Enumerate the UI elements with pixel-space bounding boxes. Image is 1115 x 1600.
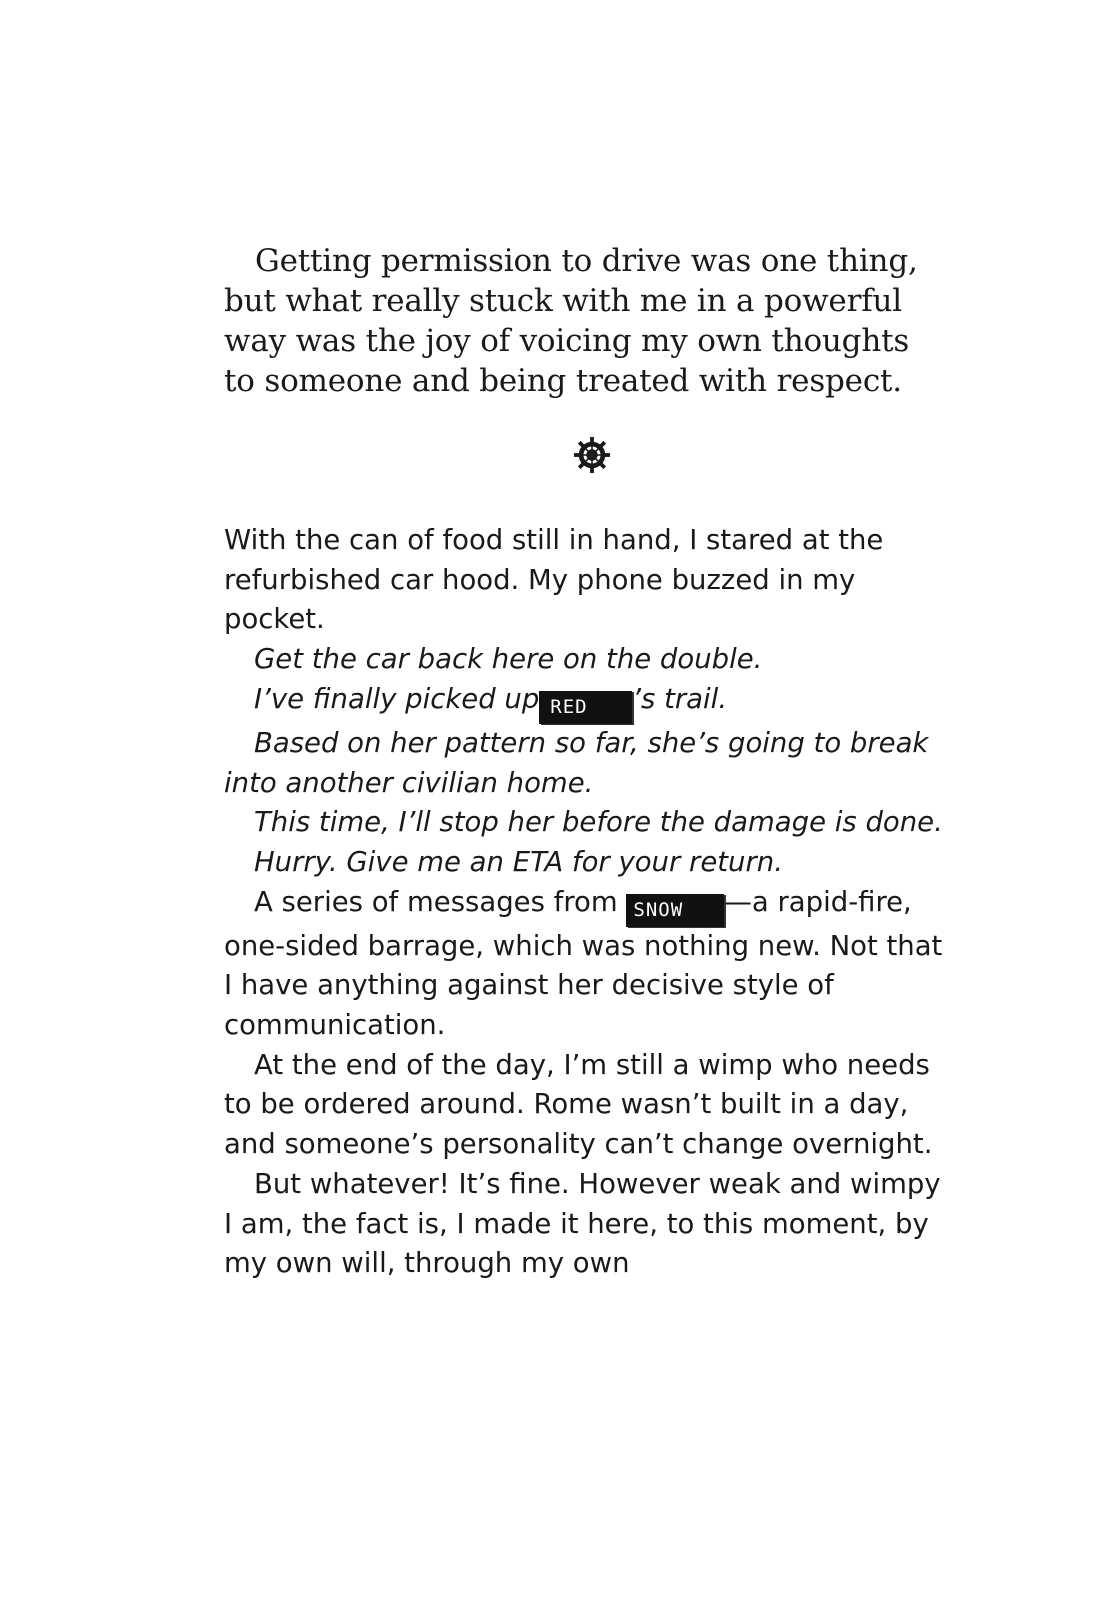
- paragraph-text: —a rapid-fire, one-sided barrage, which was nothing new. Not that I have anything against her decisive style of communication.: [224, 885, 943, 1042]
- message-line: Hurry. Give me an ETA for your return.: [254, 845, 783, 878]
- serif-passage: [224, 241, 944, 401]
- message-line: This time, I’ll stop her before the damage is done.: [254, 806, 943, 839]
- redacted-name-snow: SNOW: [626, 894, 724, 927]
- message-line-red: [224, 680, 944, 724]
- message-line: Get the car back here on the double.: [254, 643, 763, 676]
- message-line: Based on her pattern so far, she’s going to break into another civilian home.: [224, 726, 929, 799]
- paragraph-series-of-messages: [224, 883, 944, 1046]
- paragraph-whatever: But whatever! It’s fine. However weak and wimpy I am, the fact is, I made it here, to this moment, by my own will, through my own: [224, 1167, 941, 1280]
- serif-paragraph: Getting permission to drive was one thing, but what really stuck with me in a powerful way was the joy of voicing my own thoughts to someone and being treated with respect.: [224, 243, 918, 399]
- redacted-name-red: RED: [539, 691, 632, 724]
- main-text: [224, 521, 944, 1284]
- message-text: ’s trail.: [632, 682, 728, 715]
- gear-icon: [573, 436, 611, 474]
- paragraph-text: A series of messages from: [254, 885, 618, 918]
- message-text: I’ve finally picked up: [254, 682, 540, 715]
- paragraph-end-of-day: At the end of the day, I’m still a wimp who needs to be ordered around. Rome wasn’t built in a day, and someone’s personality can’t change overnight.: [224, 1048, 933, 1161]
- paragraph-can-of-food: With the can of food still in hand, I stared at the refurbished car hood. My phone buzzed in my pocket.: [224, 524, 884, 636]
